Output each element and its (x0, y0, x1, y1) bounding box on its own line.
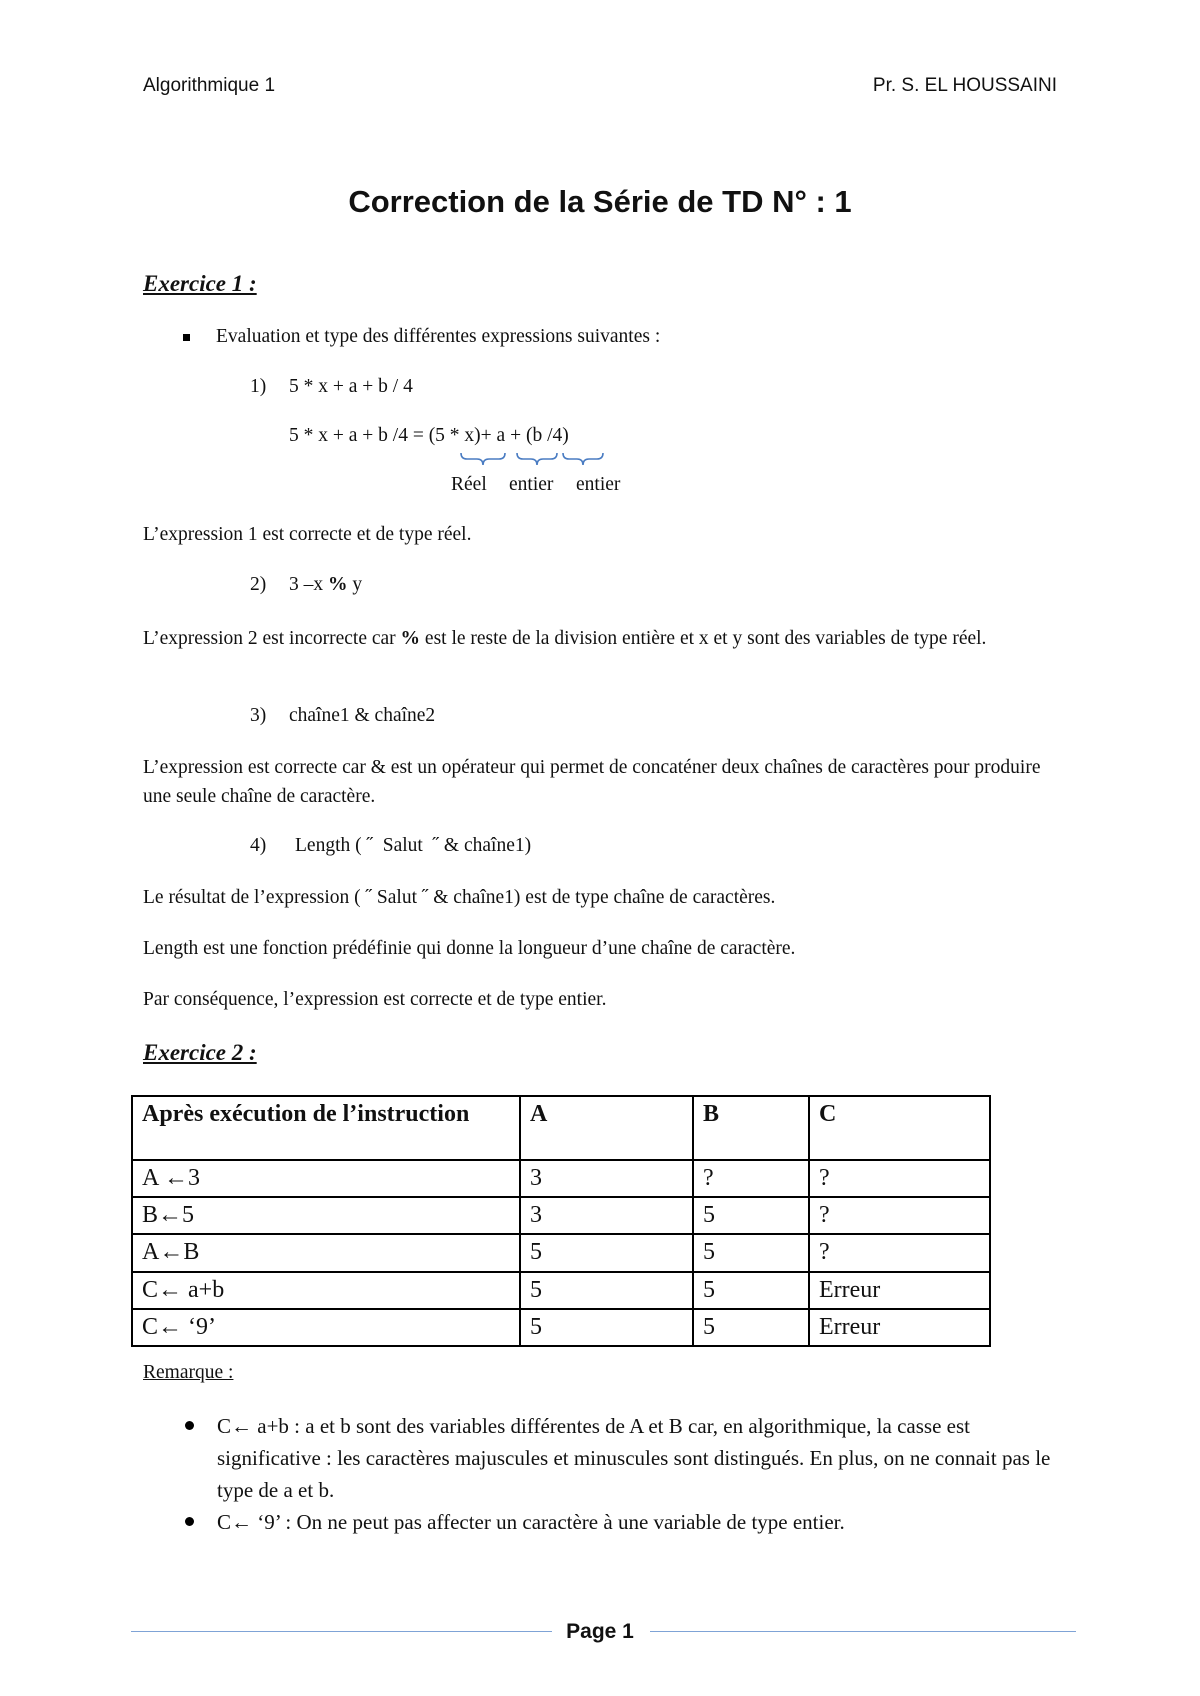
ex1-expr1: 5 * x + a + b / 4 (289, 376, 413, 397)
type-braces-icon (455, 451, 615, 473)
ex1-expr2: 3 –x % y (289, 574, 363, 595)
table-row (132, 1309, 990, 1346)
ex1-intro-text: Evaluation et type des différentes expressions suivantes : (216, 326, 661, 347)
table-cell: C← ‘9’ (132, 1309, 520, 1346)
page-title: Correction de la Série de TD N° : 1 (348, 184, 852, 219)
remarks-list (185, 1410, 1065, 1538)
remark-title: Remarque : (143, 1362, 234, 1383)
execution-table (131, 1095, 991, 1347)
ex1-expr1-label: 1) (250, 376, 267, 397)
remark-text: C← a+b : a et b sont des variables différentes de A et B car, en algorithmique, la casse est significative : les caractères majuscules et minuscules sont distingués. En plus, on ne connait pas le type de a et b. (217, 1414, 1051, 1502)
exercise-2-heading: Exercice 2 : (143, 1040, 257, 1065)
ex1-expr3-label: 3) (250, 705, 267, 726)
table-row (132, 1160, 990, 1197)
page-number: Page 1 (0, 1620, 1200, 1644)
table-cell: 5 (520, 1272, 693, 1309)
table-cell: ? (809, 1160, 990, 1197)
table-row (132, 1197, 990, 1234)
table-cell: A ←3 (132, 1160, 520, 1197)
header-course: Algorithmique 1 (143, 75, 276, 96)
ex1-expr1-conclusion: L’expression 1 est correcte et de type réel. (143, 524, 472, 545)
ex1-expr4: Length ( ˝ Salut ˝ & chaîne1) (295, 835, 532, 856)
table-cell: 3 (520, 1160, 693, 1197)
table-cell: 5 (520, 1309, 693, 1346)
type-label-entier-2: entier (576, 474, 621, 495)
table-row (132, 1234, 990, 1271)
table-cell: A←B (132, 1234, 520, 1271)
ex1-expr4-label: 4) (250, 835, 267, 856)
type-label-reel: Réel (451, 474, 487, 495)
table-cell: ? (809, 1234, 990, 1271)
square-bullet-icon (183, 334, 190, 341)
ex1-expr3: chaîne1 & chaîne2 (289, 705, 436, 726)
table-cell: C← a+b (132, 1272, 520, 1309)
list-item (185, 1410, 1065, 1506)
bullet-icon (185, 1421, 194, 1430)
table-cell: 5 (693, 1272, 809, 1309)
table-cell: ? (693, 1160, 809, 1197)
table-header-row (132, 1096, 990, 1160)
table-cell: Erreur (809, 1309, 990, 1346)
remark-text: C← ‘9’ : On ne peut pas affecter un caractère à une variable de type entier. (217, 1510, 845, 1534)
ex1-expr4-line-1: Le résultat de l’expression ( ˝ Salut ˝ & chaîne1) est de type chaîne de caractères. (143, 887, 776, 908)
ex1-expr1-evaluation: 5 * x + a + b /4 = (5 * x)+ a + (b /4) (289, 425, 569, 446)
header-author: Pr. S. EL HOUSSAINI (872, 75, 1057, 96)
table-header-cell: B (693, 1096, 809, 1160)
table-cell: 3 (520, 1197, 693, 1234)
type-label-entier-1: entier (509, 474, 554, 495)
table-cell: ? (809, 1197, 990, 1234)
ex1-intro-item (183, 326, 660, 348)
table-header-cell: A (520, 1096, 693, 1160)
table-cell: 5 (520, 1234, 693, 1271)
ex1-expr4-line-2: Length est une fonction prédéfinie qui donne la longueur d’une chaîne de caractère. (143, 938, 796, 959)
table-header-cell: Après exécution de l’instruction (132, 1096, 520, 1160)
ex1-expr3-conclusion: L’expression est correcte car & est un opérateur qui permet de concaténer deux chaînes de caractères pour produire une seule chaîne de caractère. (143, 757, 1041, 807)
bullet-icon (185, 1517, 194, 1526)
table-header-cell: C (809, 1096, 990, 1160)
table-cell: B←5 (132, 1197, 520, 1234)
ex1-expr4-line-3: Par conséquence, l’expression est correcte et de type entier. (143, 989, 607, 1010)
table-cell: Erreur (809, 1272, 990, 1309)
ex1-expr2-conclusion: L’expression 2 est incorrecte car % est le reste de la division entière et x et y sont des variables de type réel. (143, 628, 987, 649)
table-cell: 5 (693, 1197, 809, 1234)
ex1-expr2-label: 2) (250, 574, 267, 595)
table-row (132, 1272, 990, 1309)
list-item (185, 1506, 1065, 1538)
table-cell: 5 (693, 1234, 809, 1271)
table-cell: 5 (693, 1309, 809, 1346)
exercise-1-heading: Exercice 1 : (143, 271, 257, 296)
